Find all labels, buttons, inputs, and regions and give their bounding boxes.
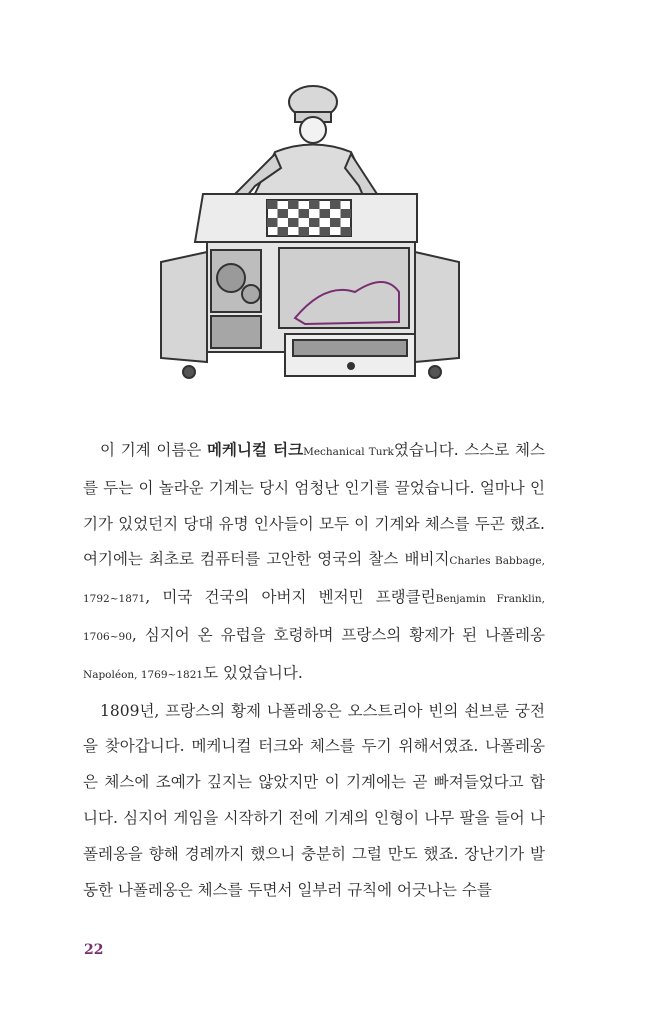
paragraph-2: 1809년, 프랑스의 황제 나폴레옹은 오스트리아 빈의 쇤브룬 궁전을 찾아갑니다. 메케니컬 터크와 체스를 두기 위해서였죠. 나폴레옹은 체스에 조예가 깊지는 않았지만 이 기계에는 곧 빠져들었다고 합니다. 심지어 게임을 시작하기 전에 기계의 인형이 나무 팔을 들어 나폴레옹을 향해 경례까지 했으니 충분히 그럴 만도 했죠. 장난기가 발동한 나폴레옹은 체스를 두면서 일부러 규칙에 어긋나는 수를 [83, 701, 545, 899]
page-number: 22 [84, 942, 104, 958]
body-text [83, 432, 545, 908]
cabinet [161, 194, 459, 378]
text-run: , 미국 건국의 아버지 벤저민 프랭클린 [145, 588, 436, 607]
gloss-franklin: Benjamin Franklin, 1706~90 [83, 593, 545, 643]
chessboard [267, 200, 351, 236]
turk-figure [229, 86, 381, 210]
gloss-mechanical-turk: Mechanical Turk [303, 446, 394, 458]
paragraph-1 [83, 432, 545, 694]
text-run: 도 있었습니다. [203, 663, 303, 682]
mechanical-turk-illustration [155, 82, 475, 382]
text-run: 이 기계 이름은 [100, 441, 208, 459]
text-run: , 심지어 온 유럽을 호령하며 프랑스의 황제가 된 나폴레옹 [131, 625, 545, 644]
gloss-babbage: Charles Babbage, 1792~1871 [83, 555, 545, 606]
text-run: 였습니다. 스스로 체스를 두는 이 놀라운 기계는 당시 엄청난 인기를 끌었습니다. 얼마나 인기가 있었던지 당대 유명 인사들이 모두 이 기계와 체스를 두곤 했죠. 여기에는 최초로 컴퓨터를 고안한 영국의 찰스 배비지 [83, 441, 545, 569]
gloss-napoleon: Napoléon, 1769~1821 [83, 668, 204, 681]
term-mechanical-turk: 메케니컬 터크 [207, 440, 304, 459]
